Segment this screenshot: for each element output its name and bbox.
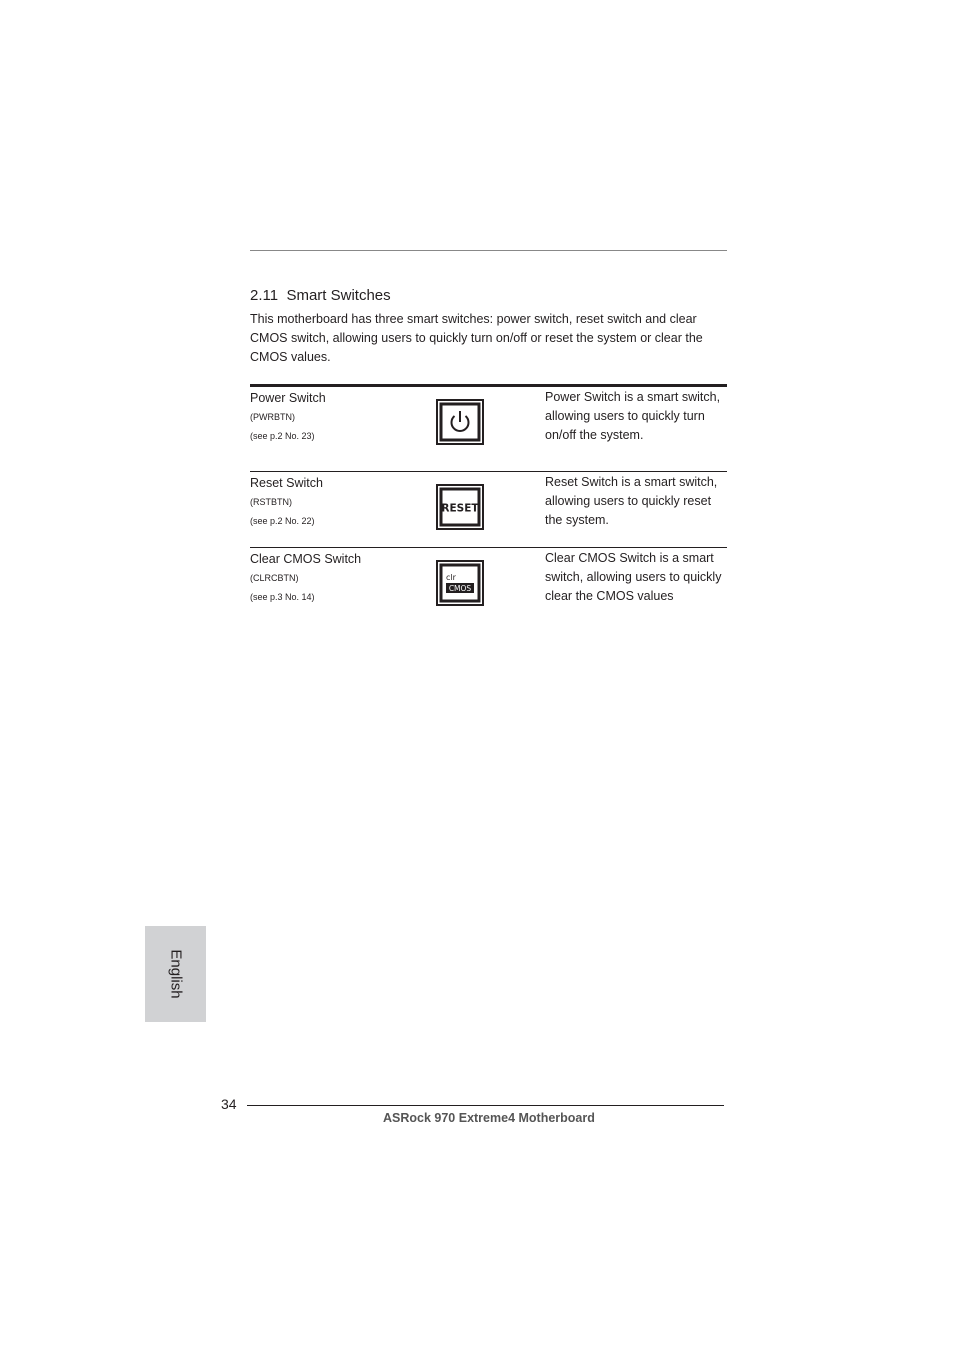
switch-name: Clear CMOS Switch xyxy=(250,552,362,566)
reset-icon-label: RESET xyxy=(441,502,479,515)
table-row-power-switch xyxy=(250,387,727,471)
table-row-reset-switch xyxy=(250,471,727,547)
switch-description: Power Switch is a smart switch, allowing users to quickly turn on/off the system. xyxy=(545,390,721,442)
section-intro: This motherboard has three smart switches: power switch, reset switch and clear CMOS switch, allowing users to quickly turn on/off or reset the system or clear the CMOS values. xyxy=(250,312,703,364)
switch-code: (RSTBTN) xyxy=(250,497,292,507)
power-icon xyxy=(436,399,484,445)
footer-product-name: ASRock 970 Extreme4 Motherboard xyxy=(383,1111,595,1125)
section-title xyxy=(250,287,391,304)
language-label: English xyxy=(167,949,184,999)
clear-cmos-icon-bottom-label: CMOS xyxy=(448,584,472,593)
language-tab xyxy=(145,926,206,1022)
smart-switch-table xyxy=(250,384,727,618)
switch-description: Clear CMOS Switch is a smart switch, allowing users to quickly clear the CMOS values xyxy=(545,551,722,603)
switch-name: Power Switch xyxy=(250,391,326,405)
switch-name: Reset Switch xyxy=(250,476,323,490)
switch-reference: (see p.3 No. 14) xyxy=(250,592,315,602)
switch-reference: (see p.2 No. 23) xyxy=(250,431,315,441)
page-number: 34 xyxy=(221,1096,237,1112)
switch-code: (CLRCBTN) xyxy=(250,573,299,583)
table-row-clear-cmos-switch xyxy=(250,547,727,618)
section-heading: Smart Switches xyxy=(286,287,391,304)
switch-description: Reset Switch is a smart switch, allowing users to quickly reset the system. xyxy=(545,475,718,527)
switch-code: (PWRBTN) xyxy=(250,412,295,422)
switch-reference: (see p.2 No. 22) xyxy=(250,516,315,526)
footer-divider xyxy=(247,1105,724,1106)
top-divider xyxy=(250,250,727,251)
reset-icon xyxy=(436,484,484,530)
section-number: 2.11 xyxy=(250,287,279,304)
clear-cmos-icon-top-label: clr xyxy=(446,573,456,582)
clear-cmos-icon xyxy=(436,560,484,606)
